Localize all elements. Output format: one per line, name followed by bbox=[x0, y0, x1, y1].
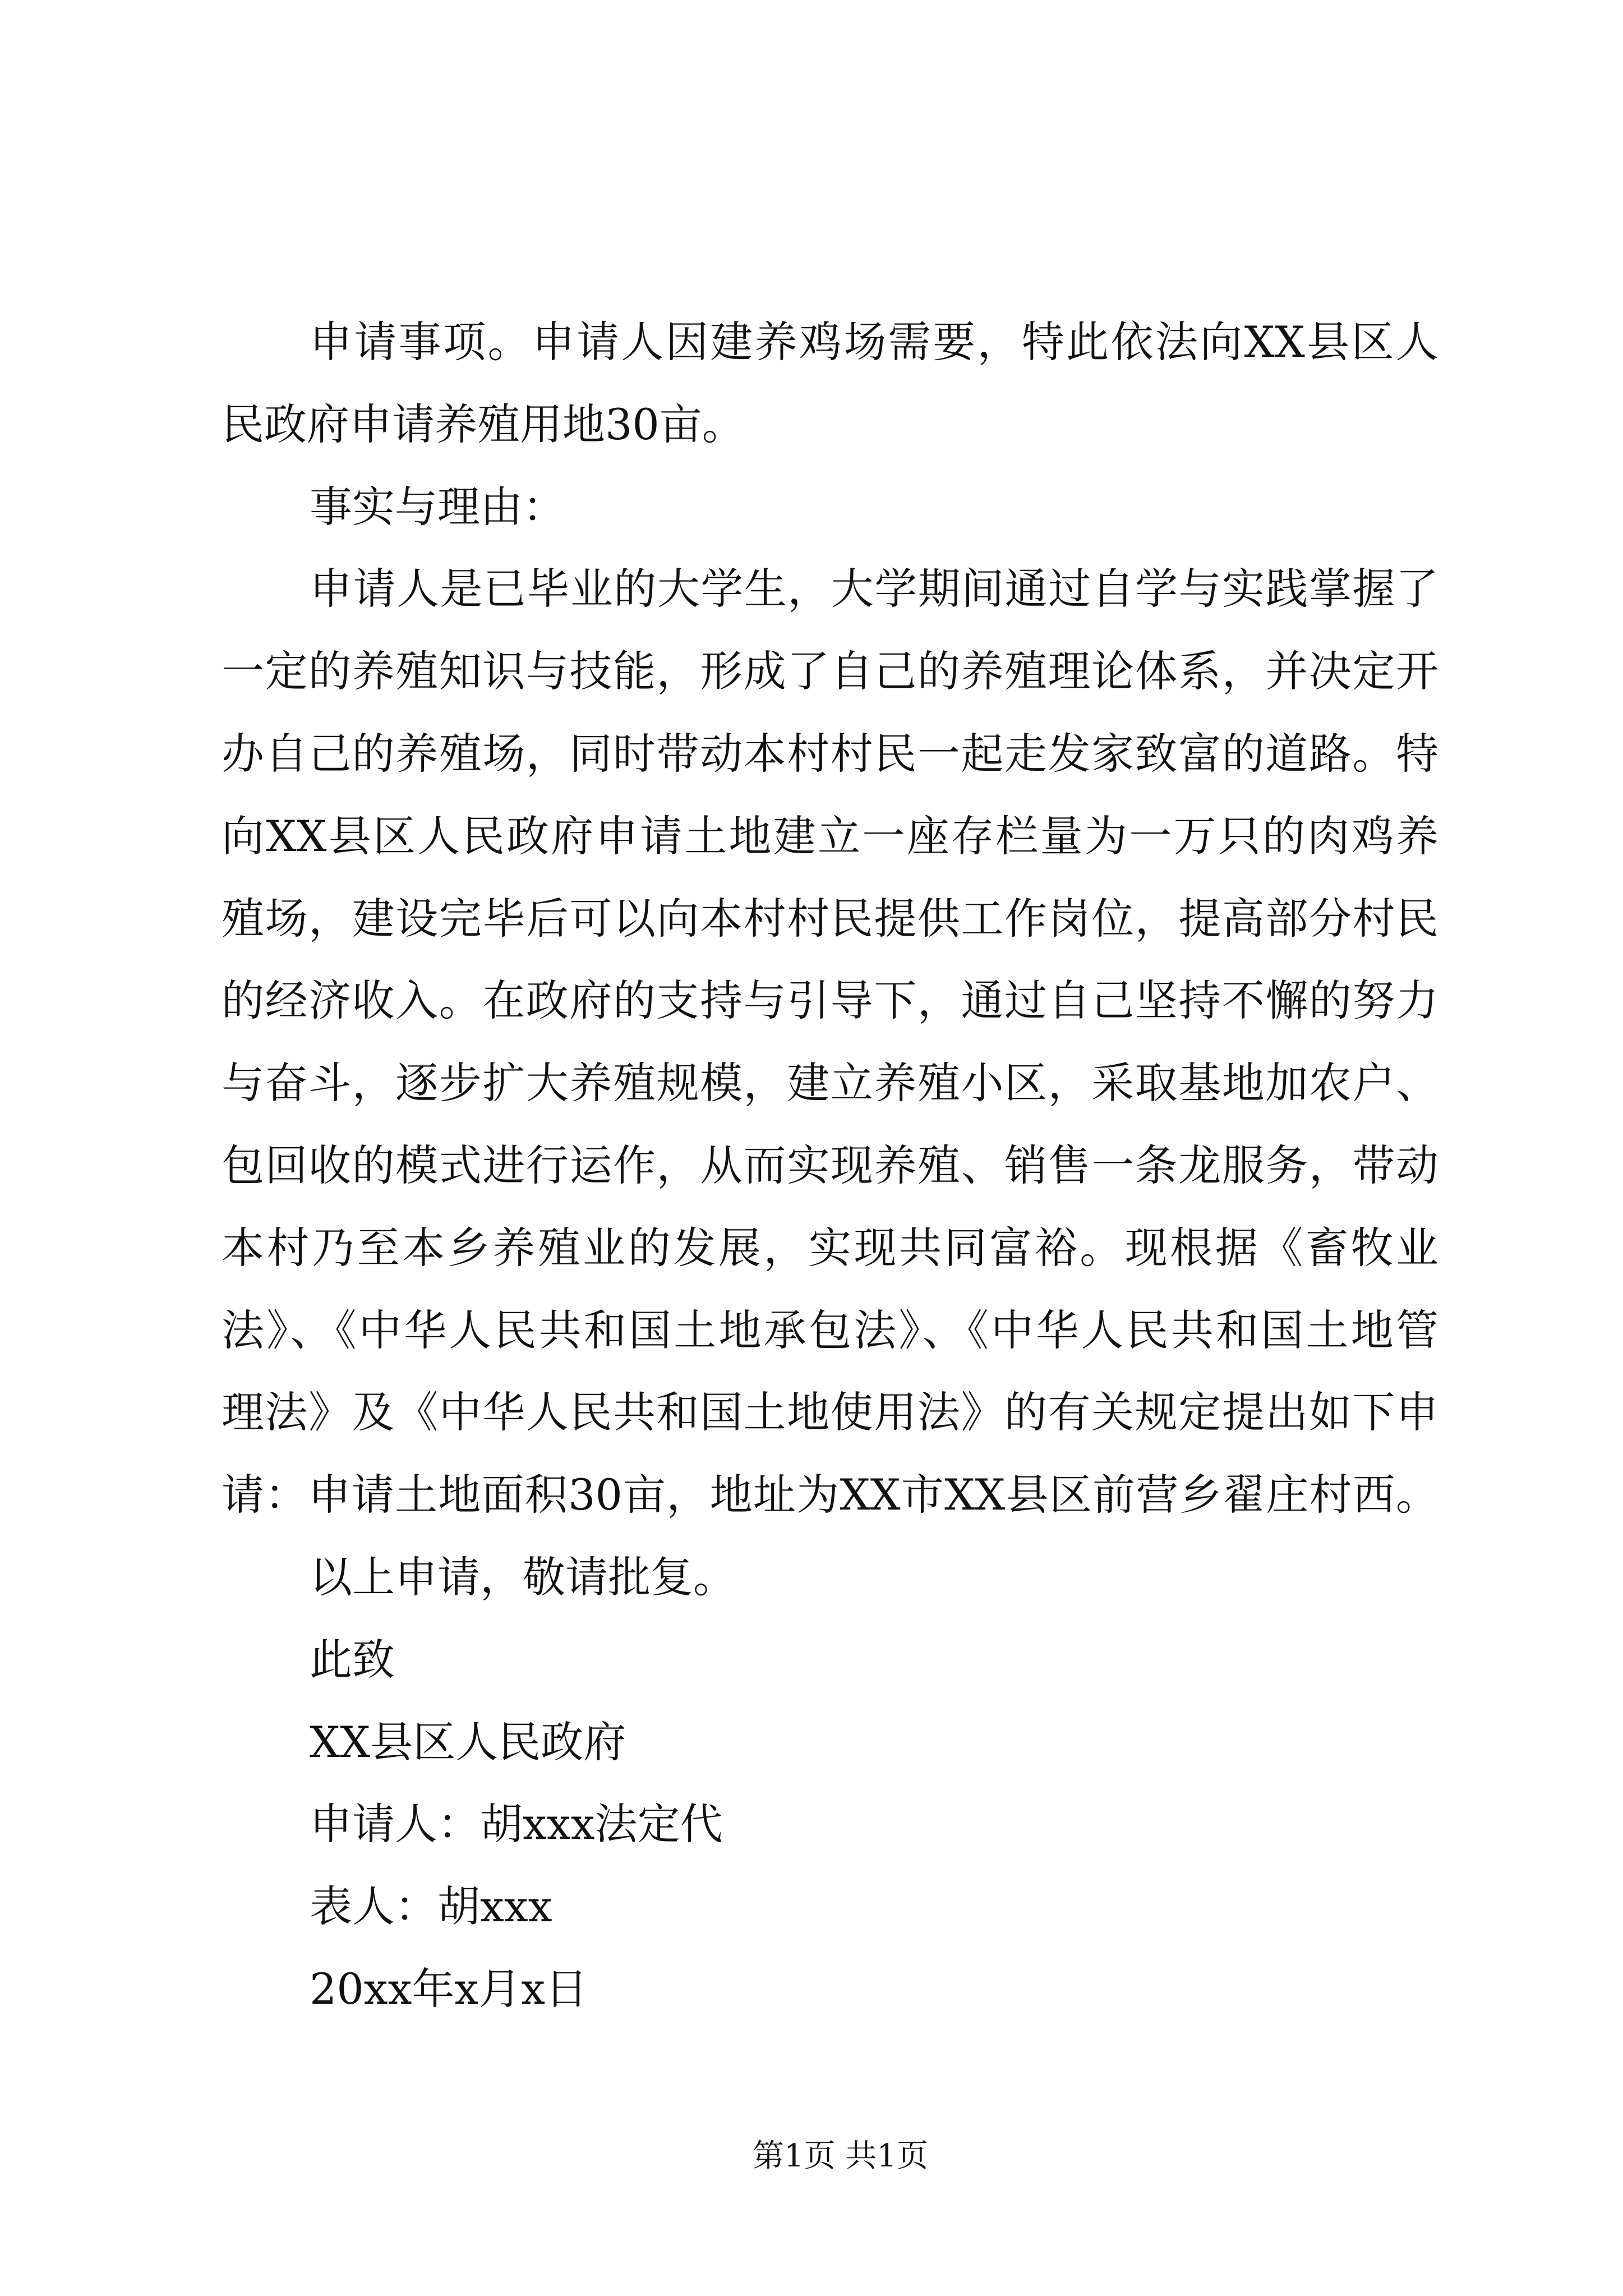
facts-body-line: 向XX县区人民政府申请土地建立一座存栏量为一万只的肉鸡养 bbox=[222, 811, 1438, 861]
facts-body-line: 办自己的养殖场，同时带动本村村民一起走发家致富的道路。特 bbox=[222, 728, 1438, 779]
facts-body-line: 与奋斗，逐步扩大养殖规模，建立养殖小区，采取基地加农户、 bbox=[222, 1058, 1438, 1108]
facts-body-line: 请：申请土地面积30亩，地址为XX市XX县区前营乡翟庄村西。 bbox=[222, 1470, 1438, 1520]
request-item-line: 民政府申请养殖用地30亩。 bbox=[222, 399, 745, 449]
closing-line: 以上申请，敬请批复。 bbox=[310, 1552, 736, 1602]
facts-body-line: 法》、《中华人民共和国土地承包法》、《中华人民共和国土地管 bbox=[222, 1305, 1438, 1355]
applicant-line: 表人：胡xxx bbox=[310, 1881, 552, 1932]
request-item-line: 申请事项。申请人因建养鸡场需要，特此依法向XX县区人 bbox=[310, 317, 1438, 367]
facts-body-line: 本村乃至本乡养殖业的发展，实现共同富裕。现根据《畜牧业 bbox=[222, 1222, 1438, 1273]
applicant-line: 申请人：胡xxx法定代 bbox=[310, 1799, 723, 1849]
document-body bbox=[222, 301, 1438, 2031]
page-number-footer: 第1页 共1页 bbox=[753, 2138, 929, 2174]
salutation: 此致 bbox=[310, 1634, 395, 1685]
facts-body-line: 理法》及《中华人民共和国土地使用法》的有关规定提出如下申 bbox=[222, 1387, 1438, 1438]
facts-heading: 事实与理由： bbox=[310, 481, 565, 532]
facts-body-line: 申请人是已毕业的大学生，大学期间通过自学与实践掌握了 bbox=[310, 564, 1438, 614]
facts-body-line: 殖场，建设完毕后可以向本村村民提供工作岗位，提高部分村民 bbox=[222, 893, 1438, 944]
facts-body-line: 一定的养殖知识与技能，形成了自己的养殖理论体系，并决定开 bbox=[222, 646, 1438, 697]
recipient: XX县区人民政府 bbox=[310, 1717, 626, 1767]
date-line: 20xx年x月x日 bbox=[310, 1963, 588, 2014]
facts-body-line: 的经济收入。在政府的支持与引导下，通过自己坚持不懈的努力 bbox=[222, 976, 1438, 1026]
facts-body-line: 包回收的模式进行运作，从而实现养殖、销售一条龙服务，带动 bbox=[222, 1140, 1438, 1190]
